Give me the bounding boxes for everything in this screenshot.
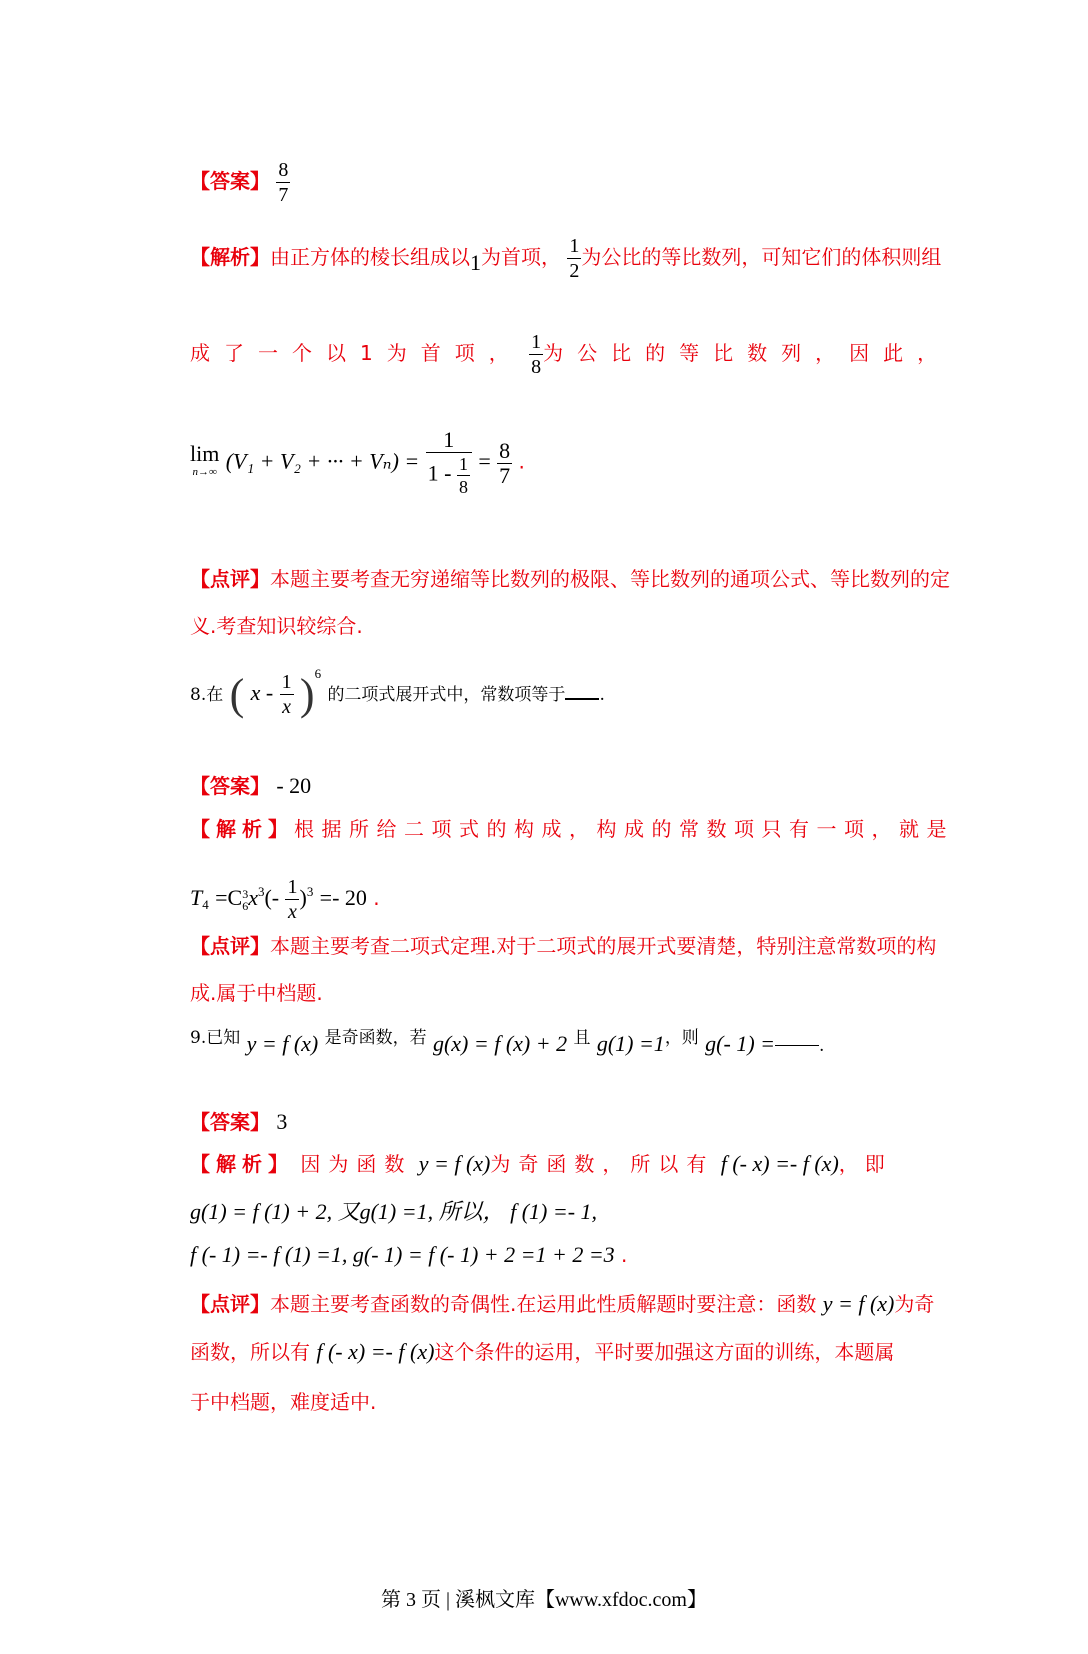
q7-analysis-line2: 成了一个以1为首项， $\frac{1}{8}$ 为公比的等比数列，因此， — [190, 331, 952, 378]
page-footer: 第 3 页 | 溪枫文库【www.xfdoc.com】 — [380, 1589, 707, 1611]
q8-analysis-line1: 【解析】根据所给二项式的构成，构成的常数项只有一项，就是 — [190, 817, 954, 841]
q8-answer: 【答案】 - 20 — [190, 773, 312, 798]
q7-comment-line2: 义.考查知识较综合. — [190, 614, 363, 638]
answer-blank — [565, 698, 599, 700]
q9-analysis-line1: 【解析】 因为函数 y = f (x)为奇函数，所以有 f (- x) =- f (x)，即 — [190, 1151, 891, 1176]
answer-blank — [775, 1045, 819, 1046]
q7-limit-formula: lim n→∞ (V₁ + V₂ + ··· + Vₙ) = 1 1 - $\frac{1}{8}$ = $\frac{8}{7}$ . — [190, 427, 525, 497]
limit-operator: lim n→∞ — [190, 441, 220, 478]
q9-analysis-line2: g(1) = f (1) + 2, 又g(1) =1, 所以， f (1) =- 1, — [190, 1199, 598, 1224]
answer-fraction: $\frac{8}{7}$ — [278, 159, 289, 206]
q8-formula: $T_4 =C$ 3 6 $x^3(-$ $\frac{1}{x}$ )$^3$ =- 20 . — [190, 876, 380, 923]
analysis-tag: 【解析】 — [190, 245, 270, 269]
q9-answer: 【答案】 3 — [190, 1109, 288, 1134]
answer-tag: 【答案】 — [190, 169, 270, 193]
q8-formula-fraction: $\frac{1}{x}$ — [287, 876, 298, 923]
comment-tag: 【点评】 — [190, 567, 270, 591]
q9-comment-line1: 【点评】本题主要考查函数的奇偶性.在运用此性质解题时要注意：函数 y = f (x)为奇 — [190, 1291, 935, 1316]
limit-fraction: 1 1 - $\frac{1}{8}$ — [426, 428, 472, 498]
q7-answer — [190, 158, 290, 207]
answer-tag: 【答案】 — [190, 1110, 270, 1134]
analysis-tag: 【解析】 — [190, 1152, 294, 1176]
q8-comment-line1: 【点评】本题主要考查二项式定理.对于二项式的展开式要清楚，特别注意常数项的构 — [190, 934, 937, 958]
q9-comment-line2: 函数，所以有 f (- x) =- f (x)这个条件的运用，平时要加强这方面的训练，本题属 — [190, 1339, 895, 1364]
q9-comment-line3: 于中档题，难度适中. — [190, 1390, 377, 1414]
comment-tag: 【点评】 — [190, 934, 270, 958]
comment-tag: 【点评】 — [190, 1292, 270, 1316]
q8-question: 8.在 ( x - $\frac{1}{x}$ )$^6$ 的二项式展开式中，常数项等于 . — [190, 666, 605, 719]
q8-fraction: $\frac{1}{x}$ — [281, 671, 292, 718]
q9-question: $^{9.已知}$ y = f (x) $^{是奇函数,若}$ g(x) = f (x) + 2 $^且$ $g(1) =1^{,则}$ g(- 1) = . — [190, 1028, 825, 1056]
q7-comment-line1: 【点评】本题主要考查无穷递缩等比数列的极限、等比数列的通项公式、等比数列的定 — [190, 567, 950, 591]
answer-tag: 【答案】 — [190, 774, 270, 798]
analysis-tag: 【解析】 — [190, 817, 294, 841]
q7-analysis-line1: 【解析】由正方体的棱长组成以1为首项， $\frac{1}{2}$ 为公比的等比数列，可知它们的体积则组 — [190, 235, 942, 282]
ratio-fraction: $\frac{1}{2}$ — [569, 235, 580, 282]
q9-analysis-line3: f (- 1) =- f (1) =1, g(- 1) = f (- 1) + 2 =1 + 2 =3 . — [190, 1242, 628, 1267]
ratio-fraction: $\frac{1}{8}$ — [531, 331, 542, 378]
result-fraction: $\frac{8}{7}$ — [499, 437, 511, 488]
q8-comment-line2: 成.属于中档题. — [190, 981, 323, 1005]
